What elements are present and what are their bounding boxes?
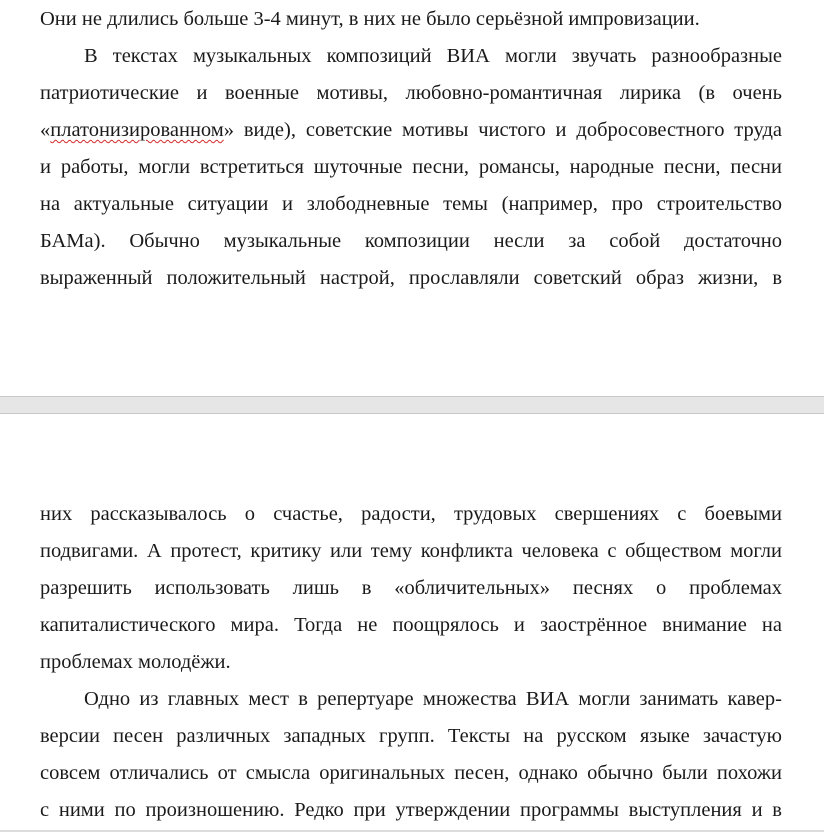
text-line: БАМа). Обычно музыкальные композиции несли за собой достаточно [40,230,782,252]
paragraph-last-line: проблемах молодёжи. [40,651,231,673]
text-line: разрешить использовать лишь в «обличительных» песнях о проблемах [40,577,782,599]
spellcheck-flagged-word[interactable]: платонизированном [50,119,224,141]
text-line: на актуальные ситуации и злободневные темы (например, про строительство [40,193,782,215]
text-line: выраженный положительный настрой, прославляли советский образ жизни, в [40,267,782,289]
text-line: патриотические и военные мотивы, любовно-романтичная лирика (в очень [40,82,782,104]
text-line: капиталистического мира. Тогда не поощрялось и заострённое внимание на [40,614,782,636]
document-page-2 [0,414,824,832]
paragraph-first-line: Одно из главных мест в репертуаре множества ВИА могли занимать кавер- [84,688,782,710]
page-break-gap [0,396,824,414]
text-segment: » виде), советские мотивы чистого и добросовестного труда [223,119,782,141]
text-line: с ними по произношению. Редко при утверждении программы выступления и в [40,799,782,821]
paragraph-first-line: В текстах музыкальных композиций ВИА могли звучать разнообразные [84,45,782,67]
text-line: Они не длились больше 3-4 минут, в них не было серьёзной импровизации. [40,8,700,30]
text-line: версии песен различных западных групп. Тексты на русском языке зачастую [40,725,782,747]
text-line: них рассказывалось о счастье, радости, трудовых свершениях с боевыми [40,503,782,525]
text-line: подвигами. А протест, критику или тему конфликта человека с обществом могли [40,540,782,562]
text-line: совсем отличались от смысла оригинальных песен, однако обычно были похожи [40,762,782,784]
text-line [40,114,782,146]
text-line: и работы, могли встретиться шуточные песни, романсы, народные песни, песни [40,156,782,178]
document-page-1 [0,0,824,396]
opening-quote: « [40,119,51,141]
